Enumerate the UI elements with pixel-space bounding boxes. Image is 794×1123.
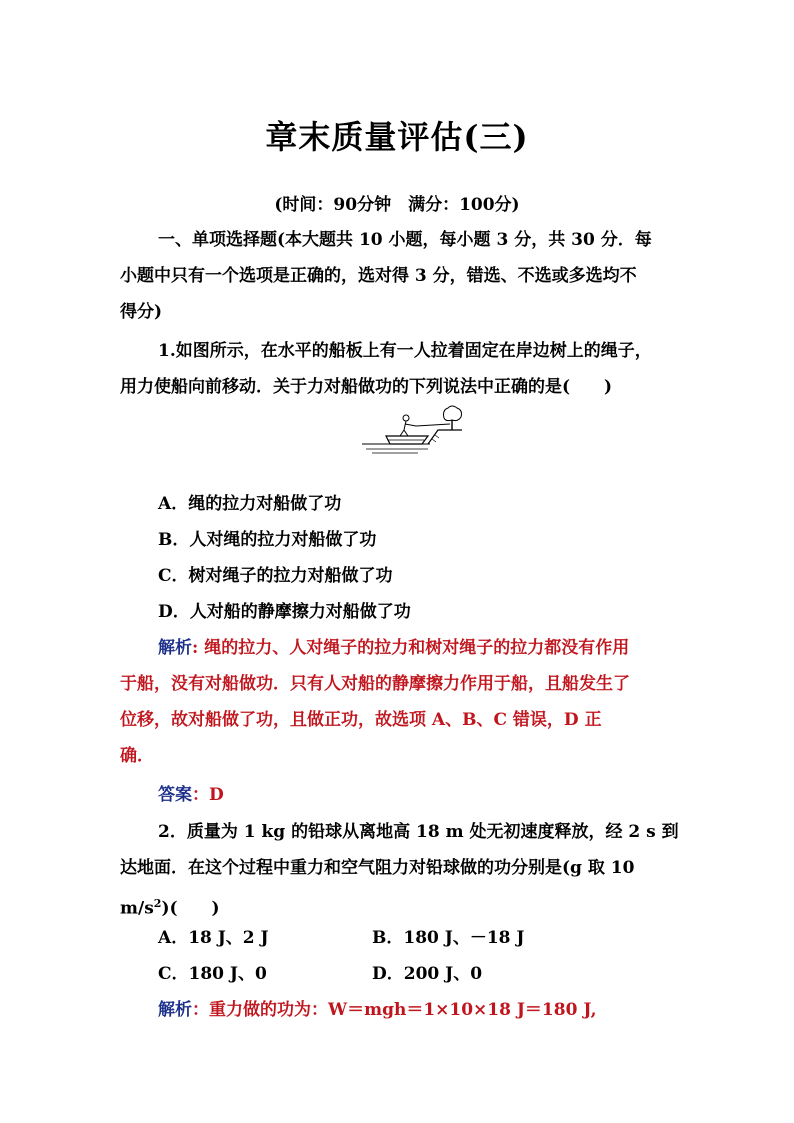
q1-analysis-line-3: 位移，故对船做了功，且做正功，故选项 A、B、C 错误，D 正: [120, 710, 602, 730]
answer-label: 答案: [158, 785, 192, 805]
q2-unit-exponent: 2: [153, 897, 162, 910]
q1-analysis-line-2: 于船，没有对船做功．只有人对船的静摩擦力作用于船，且船发生了: [120, 674, 630, 694]
q1-option-c: C．树对绳子的拉力对船做了功: [158, 566, 393, 586]
q1-stem-line-2: 用力使船向前移动．关于力对船做功的下列说法中正确的是( ): [120, 377, 613, 397]
analysis-text: : 绳的拉力、人对绳子的拉力和树对绳子的拉力都没有作用: [192, 638, 630, 658]
q2-unit: m/s: [120, 898, 154, 919]
q2-option-a: A．18 J、2 J: [158, 928, 269, 948]
q2-option-c: C．180 J、0: [158, 964, 267, 984]
q2-option-d: D．200 J、0: [372, 964, 483, 984]
section-heading-line-3: 得分): [120, 302, 163, 322]
q1-answer: [158, 777, 718, 813]
q1-analysis-line-1: [158, 630, 718, 666]
q1-analysis-line-4: 确．: [120, 746, 154, 766]
q2-option-row-1: [158, 920, 718, 956]
section-heading-line-2: 小题中只有一个选项是正确的，选对得 3 分，错选、不选或多选均不: [120, 266, 637, 286]
q2-option-b: B．180 J、－18 J: [372, 928, 525, 948]
q2-analysis-text: ：重力做的功为：W＝mgh＝1×10×18 J＝180 J,: [192, 1000, 597, 1020]
q2-stem-line-1: 2．质量为 1 kg 的铅球从离地高 18 m 处无初速度释放，经 2 s 到: [158, 822, 679, 842]
answer-value: ：D: [192, 785, 224, 805]
q2-analysis-line-1: [158, 992, 718, 1028]
q1-stem-line-1: 1.如图所示，在水平的船板上有一人拉着固定在岸边树上的绳子，: [158, 341, 652, 361]
q1-option-d: D．人对船的静摩擦力对船做了功: [158, 602, 411, 622]
q1-option-b: B．人对绳的拉力对船做了功: [158, 530, 377, 550]
q1-option-a: A．绳的拉力对船做了功: [158, 494, 342, 514]
q2-analysis-label: 解析: [158, 1000, 192, 1020]
exam-meta: (时间：90分钟 满分：100分): [274, 195, 520, 215]
analysis-label: 解析: [158, 638, 192, 658]
q2-option-row-2: [158, 956, 718, 992]
boat-rope-tree-figure: [358, 404, 464, 454]
section-heading-line-1: 一、单项选择题(本大题共 10 小题，每小题 3 分，共 30 分．每: [158, 230, 652, 250]
page-title: 章末质量评估(三): [265, 118, 529, 156]
q2-blank: )( ): [161, 898, 220, 919]
q2-stem-line-2: 达地面．在这个过程中重力和空气阻力对铅球做的功分别是(g 取 10: [120, 858, 635, 878]
